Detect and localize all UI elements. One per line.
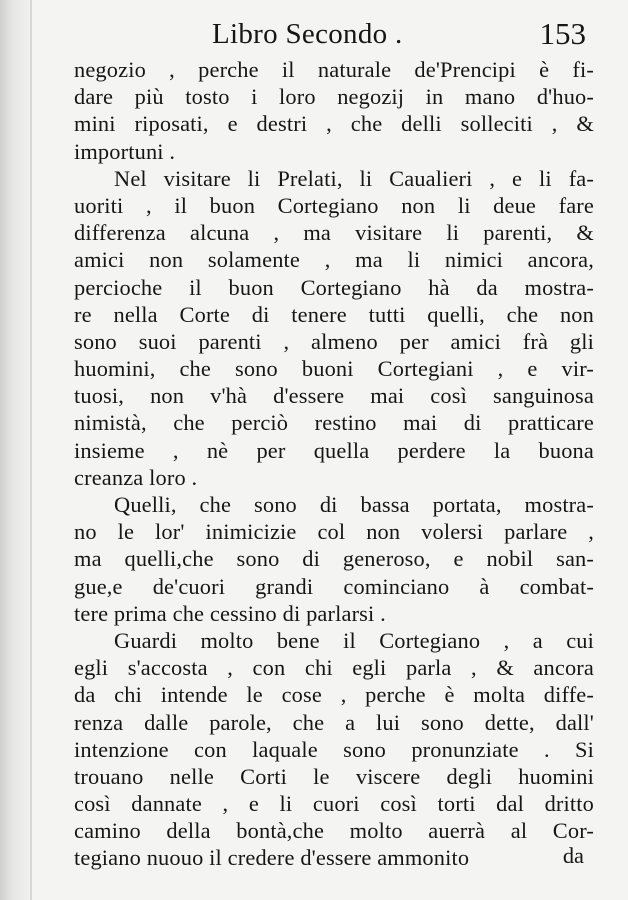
book-page xyxy=(74,14,594,894)
text-line: insieme , nè per quella perdere la buona xyxy=(74,437,594,463)
running-head-title: Libro Secondo . xyxy=(212,18,403,50)
text-line: intenzione con laquale sono pronunziate . Si xyxy=(74,736,594,762)
text-line: dare più tosto i loro negozij in mano d'huo- xyxy=(74,84,594,110)
text-line: tere prima che cessino di parlarsi . xyxy=(74,600,386,626)
text-line: ma quelli,che sono di generoso, e nobil san- xyxy=(74,546,594,572)
text-line: re nella Corte di tenere tutti quelli, che non xyxy=(74,301,594,327)
body-text xyxy=(74,56,594,872)
text-line: sono suoi parenti , almeno per amici frà gli xyxy=(74,328,594,354)
catchword: da xyxy=(562,843,584,868)
text-line: camino della bontà,che molto auerrà al Cor- xyxy=(74,818,594,844)
text-line: importuni . xyxy=(74,138,176,164)
text-line: nimistà, che perciò restino mai di pratticare xyxy=(74,410,594,436)
text-line: no le lor' inimicizie col non volersi parlare , xyxy=(74,519,594,545)
text-line: mini riposati, e destri , che delli solleciti , & xyxy=(74,111,594,137)
paragraph xyxy=(74,56,594,165)
paragraph xyxy=(74,491,594,627)
text-line: egli s'accosta , con chi egli parla , & ancora xyxy=(74,655,594,681)
text-line: percioche il buon Cortegiano hà da mostra- xyxy=(74,274,594,300)
page-number: 153 xyxy=(539,16,586,51)
text-line: tegiano nuouo il credere d'essere ammonito xyxy=(74,845,470,871)
text-line: uoriti , il buon Cortegiano non li deue fare xyxy=(74,192,594,218)
page-gutter-edge xyxy=(30,0,32,900)
text-line: amici non solamente , ma li nimici ancora, xyxy=(74,247,594,273)
book-spine-shadow xyxy=(0,0,30,900)
text-line: Nel visitare li Prelati, li Caualieri , e li fa- xyxy=(114,165,594,191)
text-line: renza dalle parole, che a lui sono dette, dall' xyxy=(74,709,594,735)
running-head xyxy=(74,14,594,54)
text-line: Guardi molto bene il Cortegiano , a cui xyxy=(114,627,594,653)
text-line: tuosi, non v'hà d'essere mai così sanguinosa xyxy=(74,383,594,409)
text-line: negozio , perche il naturale de'Prencipi è fi- xyxy=(74,57,594,82)
text-line: trouano nelle Corti le viscere degli huomini xyxy=(74,763,594,789)
text-line: da chi intende le cose , perche è molta diffe- xyxy=(74,682,594,708)
text-line: differenza alcuna , ma visitare li parenti, & xyxy=(74,220,594,246)
text-line: gue,e de'cuori grandi cominciano à combat- xyxy=(74,573,594,599)
text-line: Quelli, che sono di bassa portata, mostra- xyxy=(114,492,594,517)
paragraph xyxy=(74,627,594,872)
paragraph xyxy=(74,165,594,491)
text-line: huomini, che sono buoni Cortegiani , e vir- xyxy=(74,356,594,382)
text-line: così dannate , e li cuori così torti dal dritto xyxy=(74,791,594,817)
text-line: creanza loro . xyxy=(74,464,198,490)
